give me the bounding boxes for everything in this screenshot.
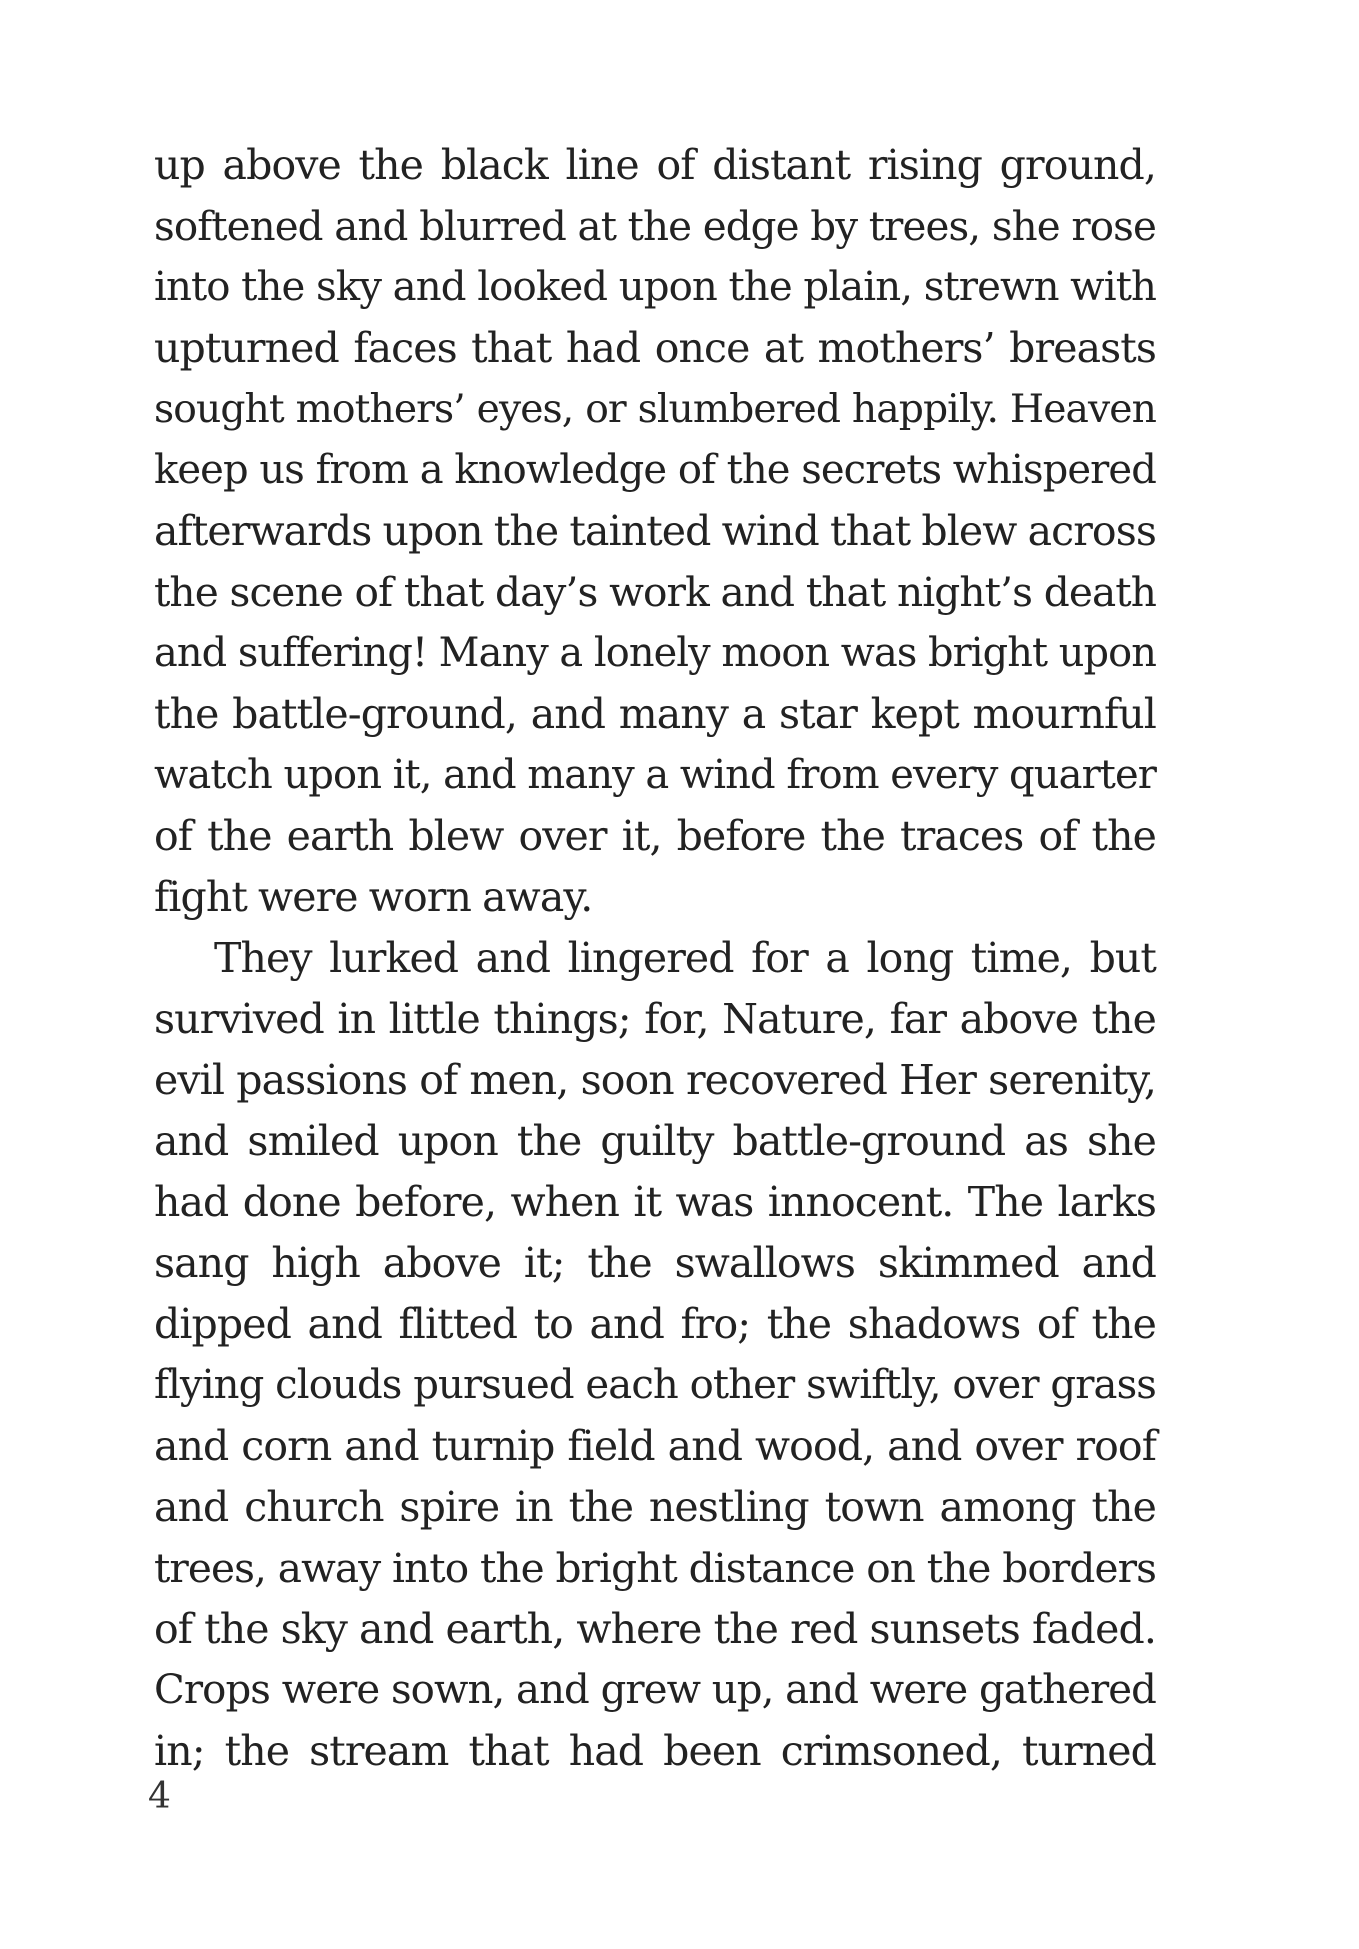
text-line: up above the black line of distant rising ground,	[154, 141, 1156, 189]
text-line: of the sky and earth, where the red sunsets faded.	[154, 1605, 1156, 1653]
text-line: the battle-ground, and many a star kept mournful	[154, 690, 1156, 738]
text-line: softened and blurred at the edge by trees, she rose	[154, 203, 1156, 250]
text-line: flying clouds pursued each other swiftly, over grass	[154, 1362, 1156, 1408]
text-line: Crops were sown, and grew up, and were gathered	[154, 1667, 1156, 1713]
paragraph-start-line: They lurked and lingered for a long time, but	[214, 934, 1156, 982]
text-line: in; the stream that had been crimsoned, turned	[154, 1727, 1156, 1775]
text-line: of the earth blew over it, before the traces of the	[154, 812, 1156, 860]
text-line: and smiled upon the guilty battle-ground as she	[154, 1117, 1156, 1165]
body-text	[154, 135, 1156, 1782]
text-line: trees, away into the bright distance on the borders	[154, 1544, 1156, 1592]
text-line: and church spire in the nestling town among the	[154, 1483, 1156, 1531]
text-line: afterwards upon the tainted wind that blew across	[154, 507, 1156, 555]
page-number: 4	[148, 1776, 171, 1817]
text-line: watch upon it, and many a wind from every quarter	[154, 752, 1156, 798]
text-line: dipped and flitted to and fro; the shadows of the	[154, 1300, 1156, 1348]
text-line: and corn and turnip field and wood, and over roof	[154, 1422, 1156, 1470]
text-line: the scene of that day’s work and that night’s death	[154, 568, 1156, 616]
paragraph-end-line: fight were worn away.	[154, 873, 593, 921]
text-line: survived in little things; for, Nature, far above the	[154, 995, 1156, 1043]
text-line: into the sky and looked upon the plain, strewn with	[154, 264, 1156, 310]
text-line: sought mothers’ eyes, or slumbered happily. Heaven	[154, 387, 1156, 432]
text-line: sang high above it; the swallows skimmed and	[154, 1239, 1156, 1287]
text-line: evil passions of men, soon recovered Her serenity,	[154, 1056, 1156, 1104]
text-line: had done before, when it was innocent. The larks	[154, 1178, 1156, 1226]
text-line: upturned faces that had once at mothers’ breasts	[154, 324, 1156, 372]
text-line: keep us from a knowledge of the secrets whispered	[154, 447, 1156, 493]
text-line: and suffering! Many a lonely moon was bright upon	[154, 630, 1156, 676]
